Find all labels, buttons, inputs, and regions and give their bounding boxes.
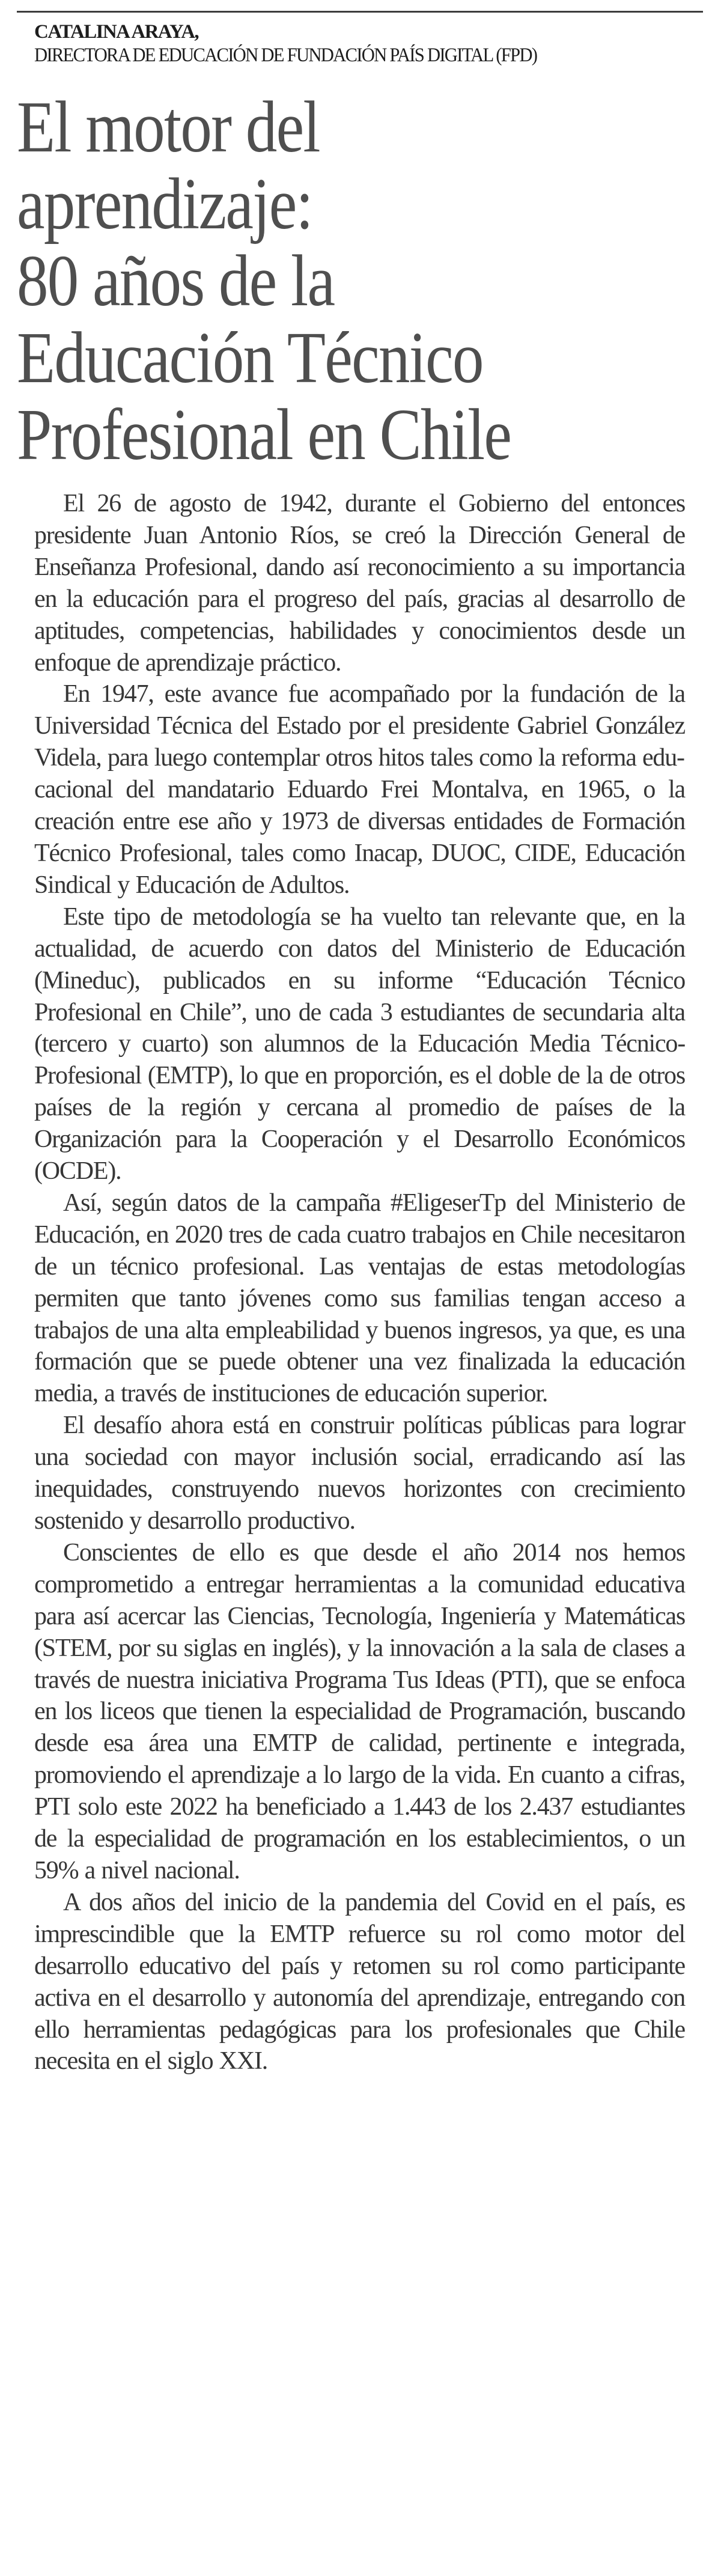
paragraph-mineduc-data: Este tipo de metodología se ha vuelto tan relevante que, en la actualidad, de acuerdo con datos del Ministerio de Educación (Mineduc), publicados en su informe “Educación Técnico Profesional en Chile”, uno de cada 3 estudiantes de secundaria alta (tercero y cuarto) son alumnos de la Educación Media Técnico-Profesional (EMTP), lo que en proporción, es el doble de la de otros países de la región y cercana al promedio de países de la Organización para la Cooperación y el Desarrollo Económicos (OCDE). [34, 903, 685, 1186]
headline [17, 89, 708, 473]
headline-line: Educación Técnico [17, 317, 483, 398]
top-rule-divider [17, 11, 703, 13]
headline-line: El motor del [17, 87, 320, 168]
paragraph-public-policy-challenge: El desafío ahora está en construir políticas públicas para lograr una sociedad con mayor inclusión social, erradicando así las inequidades, construyendo nuevos horizontes con crecimiento sostenido y desarrollo productivo. [34, 1411, 685, 1535]
article-body [34, 488, 685, 2077]
author-name: CATALINA ARAYA, [34, 21, 199, 43]
paragraph-history-1942: El 26 de agosto de 1942, durante el Gobierno del entonces presidente Juan Antonio Ríos, se creó la Dirección General de Enseñanza Profesional, dando así reconocimiento a su importancia en la educación para el progreso del país, gracias al desarrollo de aptitudes, competencias, habilidades y conocimientos desde un enfoque de aprendizaje práctico. [34, 490, 685, 677]
headline-line: 80 años de la [17, 240, 335, 321]
headline-line: Profesional en Chile [17, 394, 511, 475]
paragraph-conclusion: A dos años del inicio de la pandemia del Covid en el país, es imprescindible que la EMTP refuerce su rol como motor del desarrollo educativo del país y retomen su rol como participante activa en el desarrollo y autonomía del aprendizaje, entregando con ello herramientas pedagógicas para los profesionales que Chile necesita en el siglo XXI. [34, 1888, 685, 2075]
paragraph-eligesertp-campaign: Así, según datos de la campaña #EligeserTp del Ministerio de Educación, en 2020 tres de cada cuatro trabajos en Chile necesitaron de un técnico profesional. Las ventajas de estas metodologías permiten que tanto jóvenes como sus familias tengan acceso a trabajos de una alta empleabilidad y buenos ingresos, ya que, es una formación que se puede obtener una vez finalizada la educación media, a través de instituciones de educación superior. [34, 1189, 685, 1408]
paragraph-history-1947: En 1947, este avance fue acompañado por la fundación de la Universidad Técnica del Estado por el presidente Gabriel González Videla, para luego contemplar otros hitos tales como la reforma educacional del mandatario Eduardo Frei Montalva, en 1965, o la creación entre ese año y 1973 de diversas entidades de Formación Técnico Profesional, tales como Inacap, DUOC, CIDE, Educación Sindical y Educación de Adultos. [34, 680, 685, 899]
byline [34, 20, 695, 67]
headline-line: aprendizaje: [17, 163, 312, 245]
paragraph-programa-tus-ideas: Conscientes de ello es que desde el año 2014 nos hemos comprometido a entregar herramientas a la comunidad educativa para así acercar las Ciencias, Tecnología, Ingeniería y Matemáticas (STEM, por su siglas en inglés), y la innovación a la sala de clases a través de nuestra iniciativa Programa Tus Ideas (PTI), que se enfoca en los liceos que tienen la especialidad de Programación, buscando desde esa área una EMTP de calidad, pertinente e integrada, promoviendo el aprendizaje a lo largo de la vida. En cuanto a cifras, PTI solo este 2022 ha beneficiado a 1.443 de los 2.437 estudiantes de la especialidad de programación en los establecimientos, o un 59% a nivel nacional. [34, 1538, 685, 1884]
author-role: DIRECTORA DE EDUCACIÓN DE FUNDACIÓN PAÍS DIGITAL (FPD) [34, 44, 537, 66]
